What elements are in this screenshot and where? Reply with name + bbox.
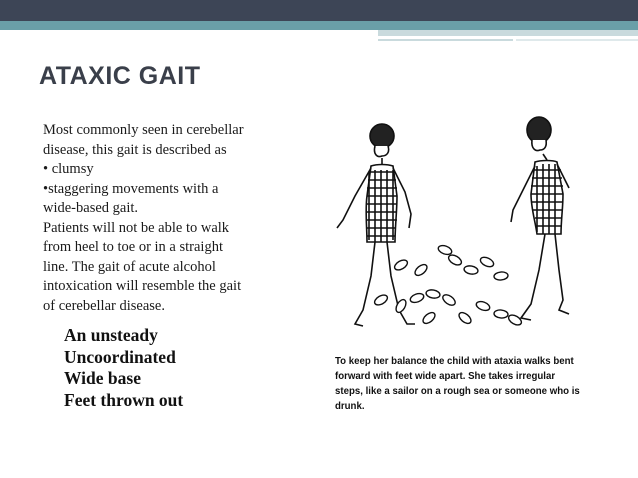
header-teal-band: [0, 21, 638, 30]
summary-item: Feet thrown out: [64, 389, 184, 410]
header-thin-line-right: [516, 39, 638, 41]
summary-item: Uncoordinated: [64, 346, 176, 367]
description-text: [43, 121, 293, 316]
caption-line: steps, like a sailor on a rough sea or someone who is: [335, 385, 580, 397]
description-line: wide-based gait.: [43, 200, 139, 216]
caption-line: forward with feet wide apart. She takes irregular: [335, 370, 556, 382]
summary-list: [64, 325, 183, 411]
caption-line: To keep her balance the child with ataxia walks bent: [335, 355, 574, 367]
footprints: [373, 244, 523, 327]
ataxic-child-illustration: [325, 110, 585, 345]
description-line: •staggering movements with a: [43, 180, 219, 197]
description-line: Most commonly seen in cerebellar: [43, 122, 244, 138]
child-figure-left: [337, 124, 415, 326]
header-light-band: [378, 30, 638, 36]
header-thin-line: [378, 39, 513, 41]
slide-title: ATAXIC GAIT: [39, 62, 201, 90]
description-line: disease, this gait is described as: [43, 141, 227, 158]
description-line: • clumsy: [43, 161, 94, 177]
description-line: line. The gait of acute alcohol: [43, 258, 216, 275]
description-line: Patients will not be able to walk: [43, 219, 230, 236]
illustration-caption: [335, 354, 580, 414]
caption-line: drunk.: [335, 400, 365, 412]
child-figure-right: [511, 117, 569, 320]
description-line: of cerebellar disease.: [43, 297, 165, 314]
summary-item: Wide base: [64, 368, 141, 388]
description-line: intoxication will resemble the gait: [43, 278, 242, 294]
summary-item: An unsteady: [64, 325, 158, 345]
header-dark-bar: [0, 0, 638, 21]
description-line: from heel to toe or in a straight: [43, 239, 223, 255]
